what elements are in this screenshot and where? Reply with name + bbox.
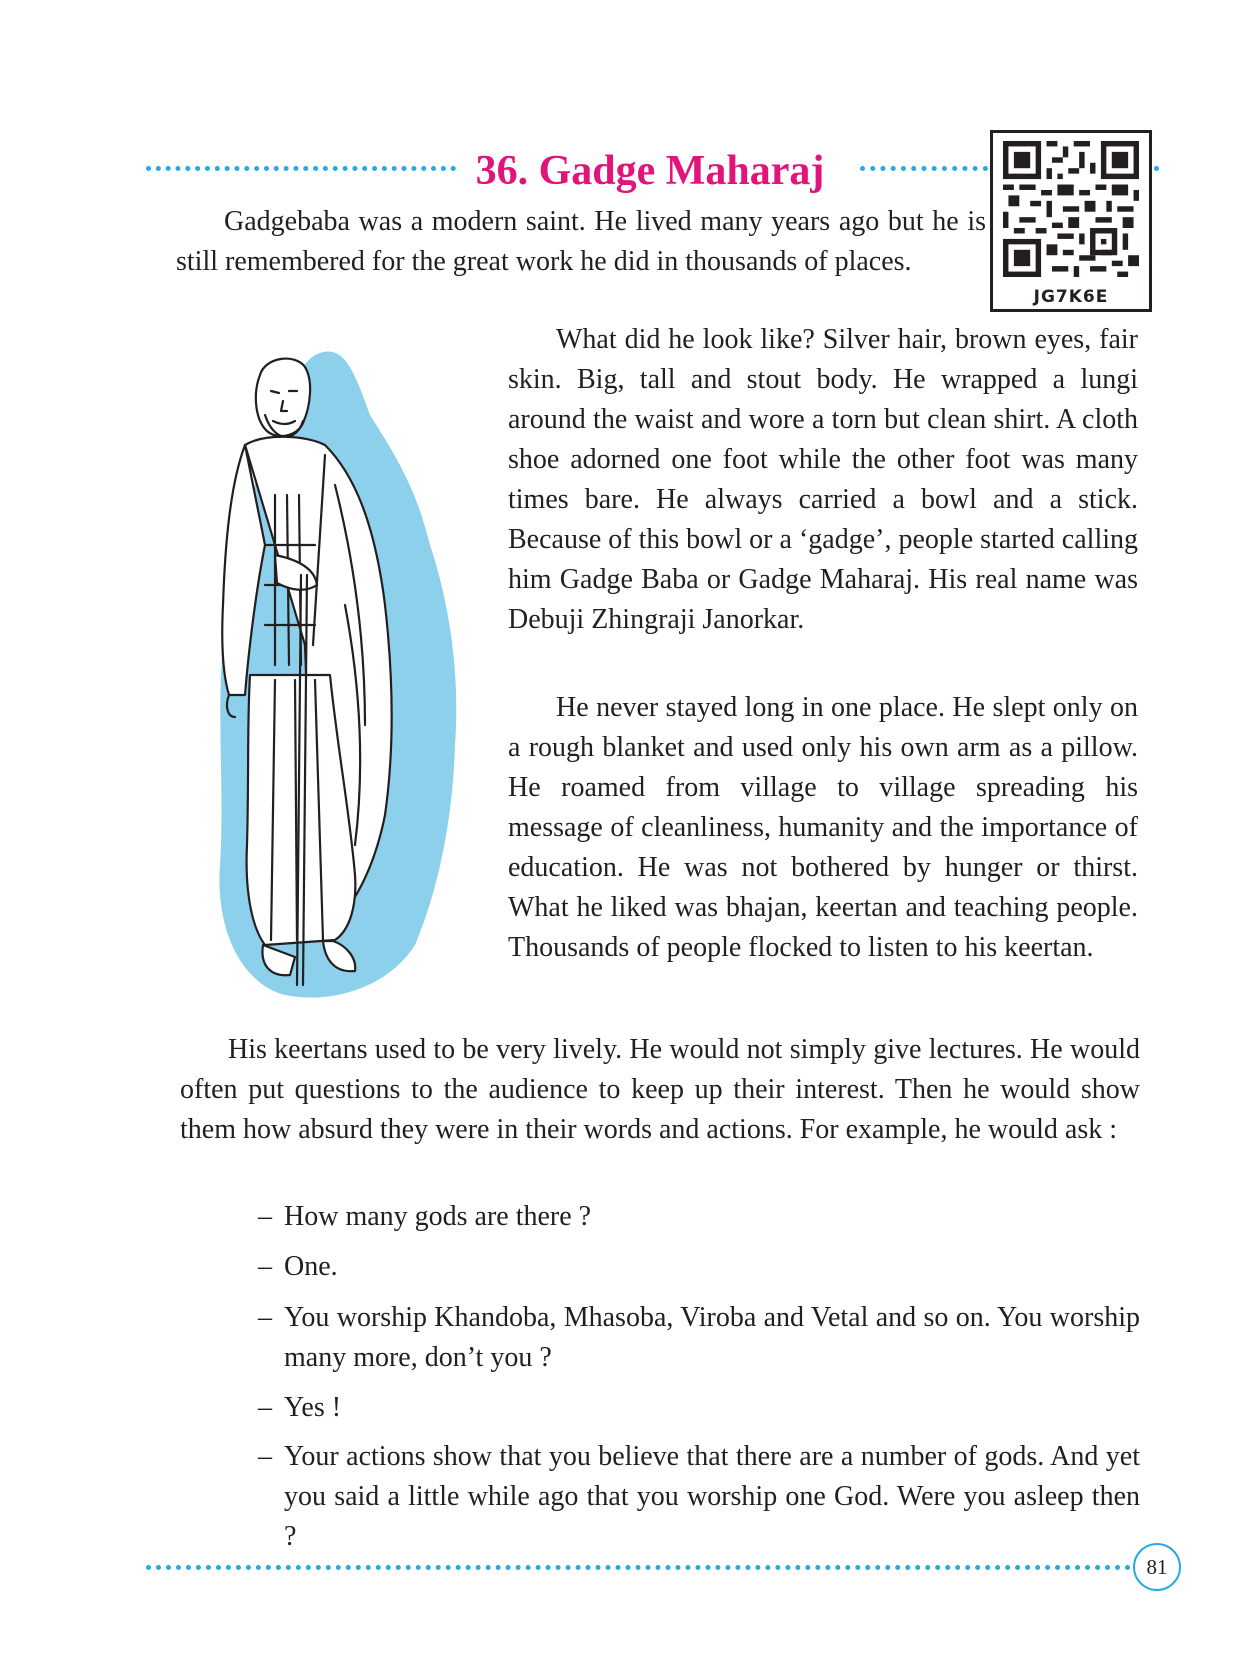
paragraph-lifestyle: He never stayed long in one place. He slept only on a rough blanket and used only his own arm as a pillow. He roamed from village to village spreading his message of cleanliness, humanity and the importance of education. He was not bothered by hunger or thirst. What he liked was bhajan, keertan and teaching people. Thousands of people flocked to listen to his keertan.: [508, 692, 1138, 963]
gadge-maharaj-illustration: [205, 345, 465, 1005]
top-dotted-rule-left: [146, 166, 456, 171]
qr-code-label: JG7K6E: [1033, 287, 1109, 307]
qr-code[interactable]: [990, 130, 1152, 312]
paragraph-appearance: What did he look like? Silver hair, brown eyes, fair skin. Big, tall and stout body. He wrapped a lungi around the waist and wore a torn but clean shirt. A cloth shoe adorned one foot while the other foot was many times bare. He always carried a bowl and a stick. Because of this bowl or a ‘gadge’, people started calling him Gadge Baba or Gadge Maharaj. His real name was Debuji Zhingraji Janorkar.: [508, 324, 1138, 635]
paragraph-intro: Gadgebaba was a modern saint. He lived many years ago but he is still remembered for the great work he did in thousands of places.: [176, 206, 986, 277]
qr-code-pattern: [1003, 141, 1139, 277]
top-dotted-rule-end: [1154, 166, 1162, 171]
dialogue-line: – You worship Khandoba, Mhasoba, Viroba and Vetal and so on. You worship many more, don’t you ?: [258, 1302, 1140, 1373]
top-dotted-rule-right: [860, 166, 988, 171]
page-number: 81: [1133, 1543, 1181, 1591]
dialogue-line: – One.: [258, 1251, 338, 1282]
dialogue-line: – Yes !: [258, 1392, 342, 1423]
bottom-dotted-rule: [146, 1565, 1131, 1570]
paragraph-keertans: His keertans used to be very lively. He would not simply give lectures. He would often put questions to the audience to keep up their interest. Then he would show them how absurd they were in their words and actions. For example, he would ask :: [180, 1034, 1140, 1145]
chapter-title: 36. Gadge Maharaj: [475, 148, 825, 194]
dialogue-line: – Your actions show that you believe that there are a number of gods. And yet you said a little while ago that you worship one God. Were you asleep then ?: [258, 1441, 1140, 1552]
dialogue-line: – How many gods are there ?: [258, 1201, 592, 1232]
